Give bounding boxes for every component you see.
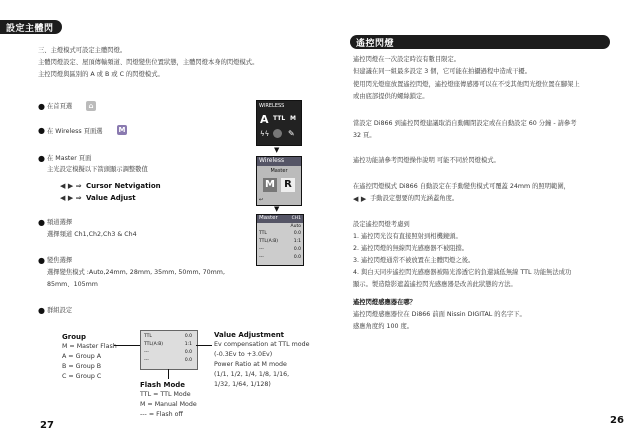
master-row: --- 0.0 (259, 255, 301, 260)
value-adj-l1: Ev compensation at TTL mode (214, 341, 310, 348)
rule-3: 3. 遙控閃燈通常不被放置在主體閃燈之後。 (353, 257, 475, 264)
right-p2-2: 32 頁。 (353, 132, 376, 139)
right-p3: 遙控功能請參考閃燈操作說明 可能不同於閃燈模式。 (353, 157, 500, 164)
master-auto: Auto (290, 224, 301, 229)
rules-title: 設定遙控閃燈考慮到 (353, 221, 410, 228)
wireless-flash-icon: ϟϟ (260, 130, 270, 138)
flash-mode-title: Flash Mode (140, 381, 186, 389)
nav-value-arrows-icon: ◀ ▶ ⇒ (60, 194, 82, 202)
master-row: --- 0.0 (259, 247, 301, 252)
nav-arrows-icon: ◀ ▶ ⇒ (60, 182, 82, 190)
group-legend-a: A = Group A (62, 353, 102, 360)
down-arrow-icon: ▼ (274, 146, 280, 154)
group-lcd-row: TTL(A:B) 1:1 (144, 342, 192, 347)
right-p4-arrows-icon: ◀ ▶ (353, 195, 367, 203)
group-lcd-row: TTL 0.0 (144, 334, 192, 339)
wireless-radio-icon (273, 129, 282, 138)
master-row: TTL(A:B) 1:1 (259, 239, 301, 244)
left-intro-3: 主控閃燈與區別的 A 或 B 或 C 的閃燈模式。 (38, 71, 164, 78)
step5-desc-2: 85mm、105mm (47, 281, 98, 288)
sensor-1: 遙控閃燈感應器位在 Di866 前面 Nissin DIGITAL 的名字下。 (353, 311, 526, 318)
sensor-2: 感應角度約 100 度。 (353, 323, 414, 330)
master-row: TTL 0.0 (259, 231, 301, 236)
step1-text: 在首頁選 (47, 103, 73, 110)
connector-line (168, 369, 169, 379)
value-adj-l5: 1/32, 1/64, 1/128) (214, 381, 271, 388)
nav-value-label: Value Adjust (86, 194, 136, 202)
left-page-number: 27 (40, 420, 54, 431)
connector-line (196, 345, 212, 346)
right-p1-4: 或由底部提供的螺絲鎖定。 (353, 93, 429, 100)
step2-text: 在 Wireless 頁面選 (47, 128, 103, 135)
wireless-master-screen (256, 156, 302, 206)
flash-mode-m: M = Manual Mode (140, 401, 197, 408)
right-p1-1: 遙控閃燈在一次設定時沒有數目限定。 (353, 56, 461, 63)
right-p2-1: 當設定 Di866 到遙控閃燈建議取消自動關閉設定或在自動設定 60 分鐘 - 請參考 (353, 120, 577, 127)
flash-mode-ttl: TTL = TTL Mode (140, 391, 191, 398)
left-section-header (0, 20, 62, 47)
value-adj-title: Value Adjustment (214, 331, 285, 339)
right-p4-1: 在遙控閃燈模式 Di866 自動設定在手動變焦模式可覆蓋 24mm 的照明範圍， (353, 183, 570, 190)
left-intro-1: 三、主燈模式可設定主體閃燈。 (38, 47, 127, 54)
rule-4-cont: 顯示。製造陰影遮蓋遙控閃光感應器是改善此狀態的方法。 (353, 281, 517, 288)
value-adj-l3: Power Ratio at M mode (214, 361, 287, 368)
step4-title: 頻道選擇 (47, 219, 73, 226)
bullet-dot: ● (38, 154, 45, 163)
flash-mode-off: --- = Flash off (140, 411, 183, 418)
bullet-dot: ● (38, 256, 45, 265)
value-adj-l4: (1/1, 1/2, 1/4, 1/8, 1/16, (214, 371, 290, 378)
rule-2: 2. 遙控閃燈的無線閃光感應器不被阻擋。 (353, 245, 469, 252)
wireless2-m-icon: M (263, 178, 277, 192)
left-intro-2: 主體閃燈設定、屋頂傳輸頻道、閃燈變焦位置狀態，主體閃燈本身的閃燈模式。 (38, 59, 259, 66)
right-p1-3: 使用閃光燈座放置遙控閃燈，遙控燈座傳感器可以在不受其他閃光燈位置在腳架上 (353, 81, 580, 88)
group-lcd-row: --- 0.0 (144, 350, 192, 355)
step5-title: 變焦選擇 (47, 257, 73, 264)
step4-desc: 選擇頻道 Ch1,Ch2,Ch3 & Ch4 (47, 231, 137, 238)
right-page-number: 26 (610, 415, 624, 426)
right-p4-2: 手動設定想要的閃光涵蓋角度。 (370, 195, 459, 202)
rule-1: 1. 遙控閃光沒有直接照射到相機鏡頭。 (353, 233, 462, 240)
bullet-dot: ● (38, 126, 45, 135)
right-header-text: 遙控閃燈 (356, 39, 395, 49)
group-legend-b: B = Group B (62, 363, 102, 370)
wireless2-r-icon: R (281, 178, 295, 192)
step3-desc: 主光設定模擬以下箭頭顯示調整數值 (47, 166, 148, 173)
group-lcd-screen (140, 330, 198, 370)
home-icon: ⌂ (86, 101, 96, 111)
sensor-title: 遙控閃燈感應器在哪？ (353, 299, 416, 306)
wireless-screen-title: WIRELESS (259, 103, 285, 109)
wireless-a-label: A (260, 113, 269, 126)
nav-cursor-label: Cursor Netvigation (86, 182, 161, 190)
bullet-dot: ● (38, 102, 45, 111)
group-legend-title: Group (62, 333, 87, 341)
bullet-dot: ● (38, 306, 45, 315)
master-screen-title: Master (257, 215, 303, 223)
rule-4: 4. 與白天同步遙控閃光感應器被陽光滲透它的負還減低無線 TTL 功能無法成功 (353, 269, 572, 276)
group-lcd-row: --- 0.0 (144, 358, 192, 363)
wireless-ttl-label: TTL (273, 115, 286, 122)
group-legend-c: C = Group C (62, 373, 102, 380)
master-screen (256, 214, 304, 266)
wireless2-back-icon: ↩ (259, 197, 264, 203)
bullet-dot: ● (38, 218, 45, 227)
step3-title: 在 Master 頁面 (47, 155, 92, 162)
wireless-tool-icon: ✎ (288, 129, 295, 138)
value-adj-l2: (-0.3Ev to +3.0Ev) (214, 351, 273, 358)
master-icon: M (118, 126, 126, 134)
master-ch: CH1 (291, 216, 301, 221)
down-arrow-icon: ▼ (274, 205, 280, 213)
wireless-screen (256, 100, 302, 146)
connector-line (114, 345, 140, 346)
wireless-m-label: M (290, 115, 296, 122)
step6-title: 群組設定 (47, 307, 73, 314)
step5-desc-1: 選擇變焦模式 :Auto,24mm, 28mm, 35mm, 50mm, 70mm, (47, 269, 225, 276)
left-header-text: 設定主體閃燈 (6, 24, 54, 47)
right-p1-2: 但建議在同一組最多設定 3 個，它可能在拍攝過程中造成干擾。 (353, 68, 532, 75)
right-section-header (350, 35, 610, 49)
wireless2-title: Wireless (257, 157, 301, 166)
wireless2-master: Master (270, 168, 288, 174)
group-legend-m: M = Master Flash (62, 343, 117, 350)
